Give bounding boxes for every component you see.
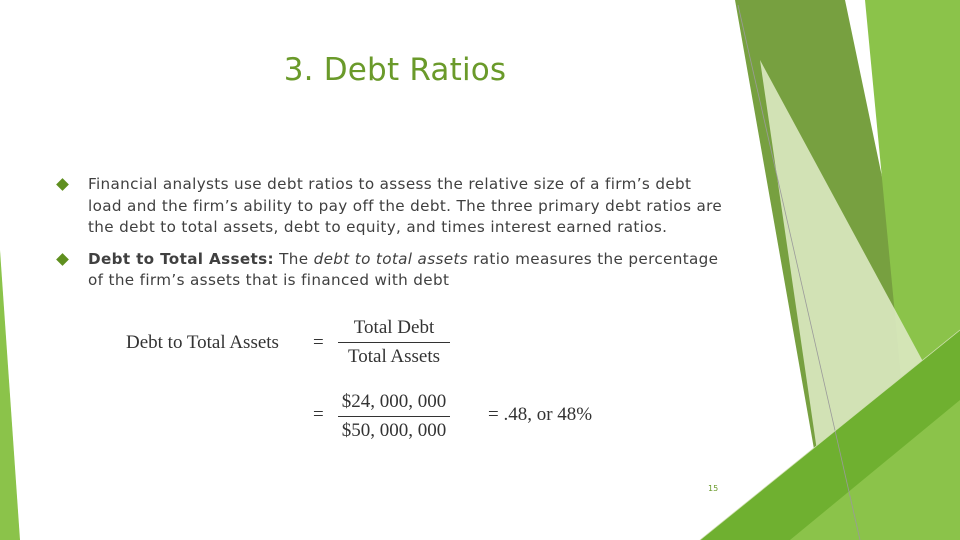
formula-denominator-value: $50, 000, 000 (341, 420, 447, 441)
bullet-text-post: ratio measures the percentage of the firm’s assets that is financed with debt (88, 249, 719, 289)
formula-numerator: Total Debt (353, 317, 435, 338)
fraction-bar (338, 416, 450, 417)
fraction-bar (338, 342, 450, 343)
deco-left-edge (0, 250, 20, 540)
bullet-item (58, 249, 723, 292)
formula-fraction-definition (338, 317, 450, 368)
formula-result: = .48, or 48% (488, 404, 593, 425)
bullet-list (58, 174, 723, 302)
formula-label: Debt to Total Assets (126, 332, 279, 353)
diamond-bullet-icon (56, 178, 69, 191)
bullet-item (58, 174, 723, 239)
bullet-text-pre: The (273, 249, 314, 268)
formula-numerator-value: $24, 000, 000 (341, 391, 447, 412)
bullet-term: debt to total assets (313, 249, 468, 268)
formula-equals: = (313, 332, 324, 353)
bullet-text: Financial analysts use debt ratios to assess the relative size of a firm’s debt load and the firm’s ability to pay off the debt. The three primary debt ratios are the debt to total assets, debt to equity, and times interest earned ratios. (88, 175, 723, 236)
formula (126, 316, 626, 448)
bullet-lead: Debt to Total Assets: (88, 249, 274, 268)
diamond-bullet-icon (56, 253, 69, 266)
formula-denominator: Total Assets (347, 346, 441, 367)
formula-equals: = (313, 404, 324, 425)
formula-fraction-values (338, 391, 450, 442)
slide-title: 3. Debt Ratios (283, 52, 507, 88)
page-number: 15 (708, 484, 719, 493)
